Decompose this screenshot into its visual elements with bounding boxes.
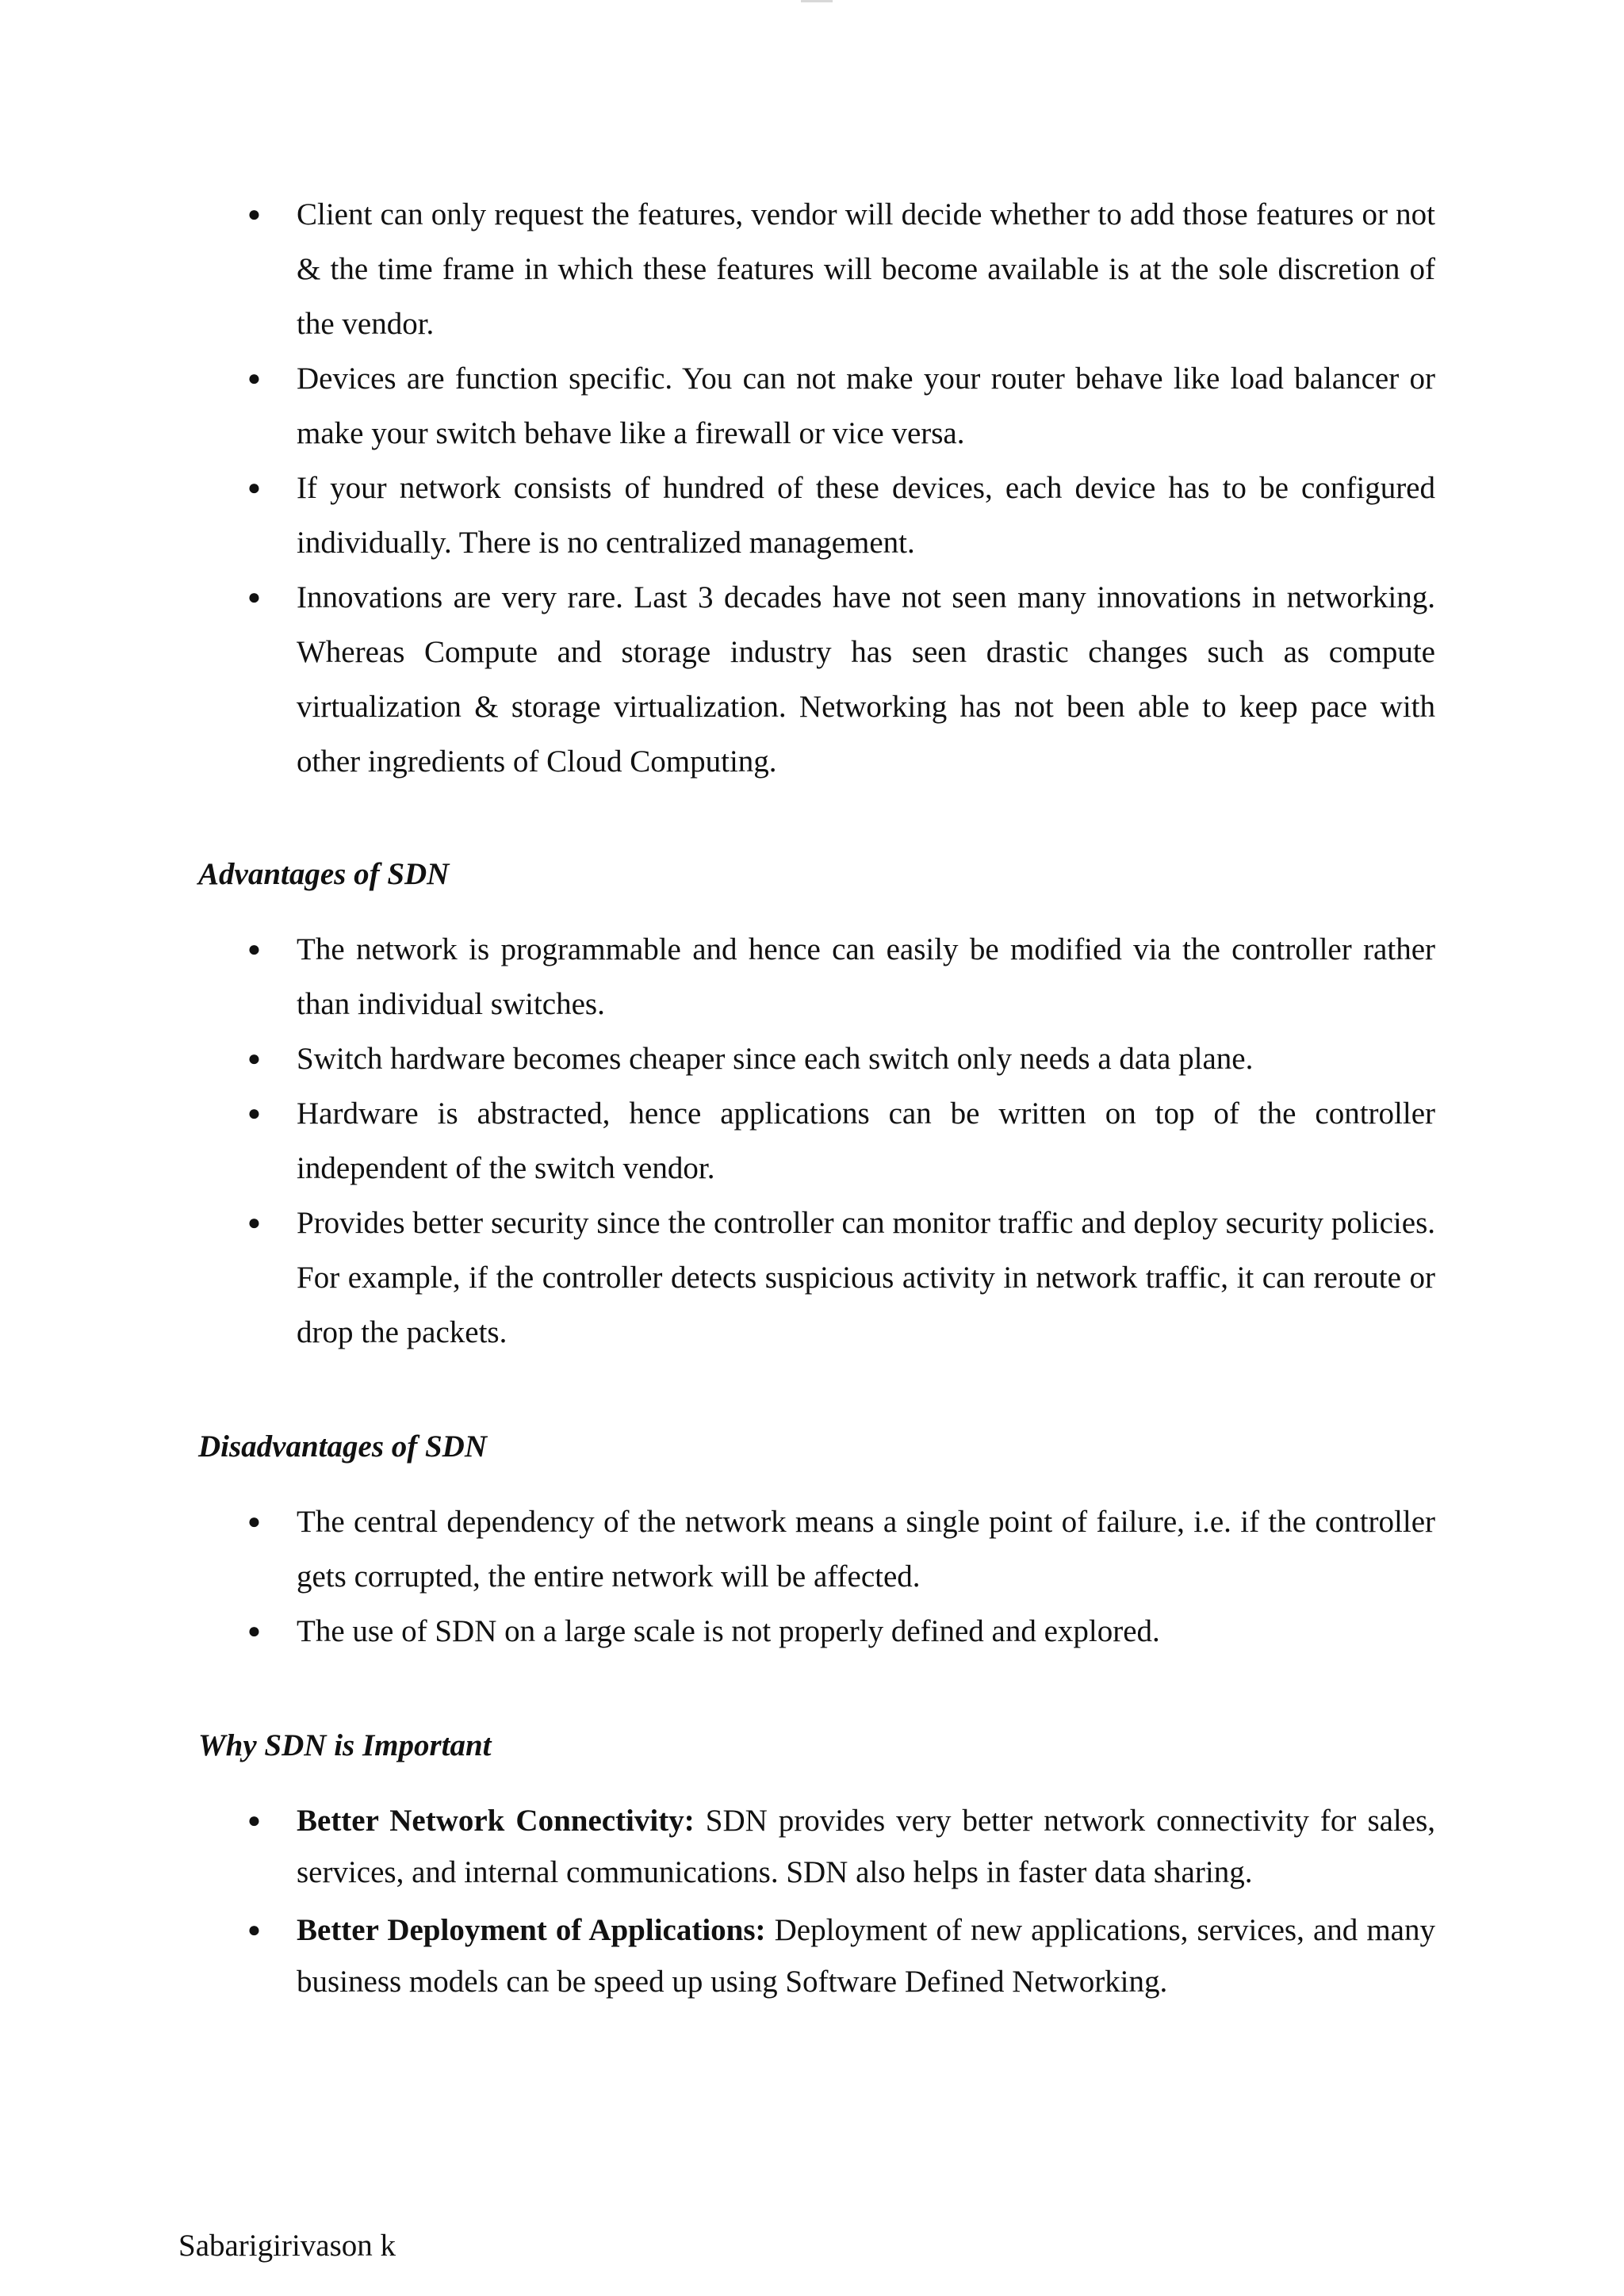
bullet-icon: ● <box>247 1510 261 1534</box>
list-item <box>198 1604 1435 1659</box>
advantages-list <box>198 922 1435 1360</box>
list-item-title: Better Network Connectivity: <box>297 1804 695 1838</box>
list-item-text: Innovations are very rare. Last 3 decades have not seen many innovations in networking. Whereas Compute and storage industry has seen drastic changes such as compute virtualization & storage virtualization. Networking has not been able to keep pace with other ingredients of Cloud Computing. <box>297 580 1435 779</box>
list-item <box>198 1031 1435 1086</box>
disadvantages-list <box>198 1494 1435 1659</box>
bullet-icon: ● <box>247 1808 261 1833</box>
intro-bullet-list <box>198 187 1435 789</box>
bullet-icon: ● <box>247 1918 261 1942</box>
list-item-text: Client can only request the features, vendor will decide whether to add those features or not & the time frame in which these features will become available is at the sole discretion of the vendor. <box>297 197 1435 341</box>
bullet-icon: ● <box>247 366 261 391</box>
list-item <box>198 922 1435 1031</box>
list-item-text: Devices are function specific. You can not make your router behave like load balancer or make your switch behave like a firewall or vice versa. <box>297 362 1435 450</box>
list-item <box>198 1086 1435 1196</box>
list-item <box>198 1904 1435 2007</box>
bullet-icon: ● <box>247 476 261 500</box>
list-item-text: If your network consists of hundred of these devices, each device has to be configured individually. There is no centralized management. <box>297 471 1435 560</box>
list-item-text: Switch hardware becomes cheaper since each switch only needs a data plane. <box>297 1042 1254 1076</box>
list-item-text: Deployment of new applications, services, and many business models can be speed up using Software Defined Networking. <box>297 1913 1435 1999</box>
importance-heading: Why SDN is Important <box>198 1728 492 1762</box>
bullet-icon: ● <box>247 585 261 610</box>
list-item-text: Provides better security since the controller can monitor traffic and deploy security policies. For example, if the controller detects suspicious activity in network traffic, it can reroute or drop the packets. <box>297 1206 1435 1349</box>
list-item-text: SDN provides very better network connectivity for sales, services, and internal communications. SDN also helps in faster data sharing. <box>297 1804 1436 1889</box>
list-item-title: Better Deployment of Applications: <box>297 1913 766 1947</box>
list-item <box>198 1795 1435 1898</box>
bullet-icon: ● <box>247 937 261 962</box>
list-item <box>198 461 1435 570</box>
list-item <box>198 570 1435 789</box>
list-item-text: The central dependency of the network means a single point of failure, i.e. if the controller gets corrupted, the entire network will be affected. <box>297 1505 1435 1594</box>
page-content <box>198 187 1435 2014</box>
list-item <box>198 187 1435 351</box>
bullet-icon: ● <box>247 202 261 227</box>
list-item <box>198 1494 1435 1604</box>
list-item-text: The use of SDN on a large scale is not properly defined and explored. <box>297 1614 1160 1648</box>
list-item-text: Hardware is abstracted, hence applications can be written on top of the controller independent of the switch vendor. <box>297 1096 1435 1185</box>
bullet-icon: ● <box>247 1211 261 1235</box>
list-item <box>198 1196 1435 1360</box>
advantages-heading: Advantages of SDN <box>198 857 450 891</box>
bullet-icon: ● <box>247 1619 261 1644</box>
bullet-icon: ● <box>247 1047 261 1071</box>
importance-list <box>198 1795 1435 2007</box>
bullet-icon: ● <box>247 1101 261 1126</box>
list-item-text: The network is programmable and hence can easily be modified via the controller rather than individual switches. <box>297 932 1435 1021</box>
disadvantages-heading: Disadvantages of SDN <box>198 1429 488 1464</box>
list-item <box>198 351 1435 461</box>
footer-author: Sabarigirivason k <box>178 2229 396 2263</box>
page-top-mark <box>801 0 833 2</box>
